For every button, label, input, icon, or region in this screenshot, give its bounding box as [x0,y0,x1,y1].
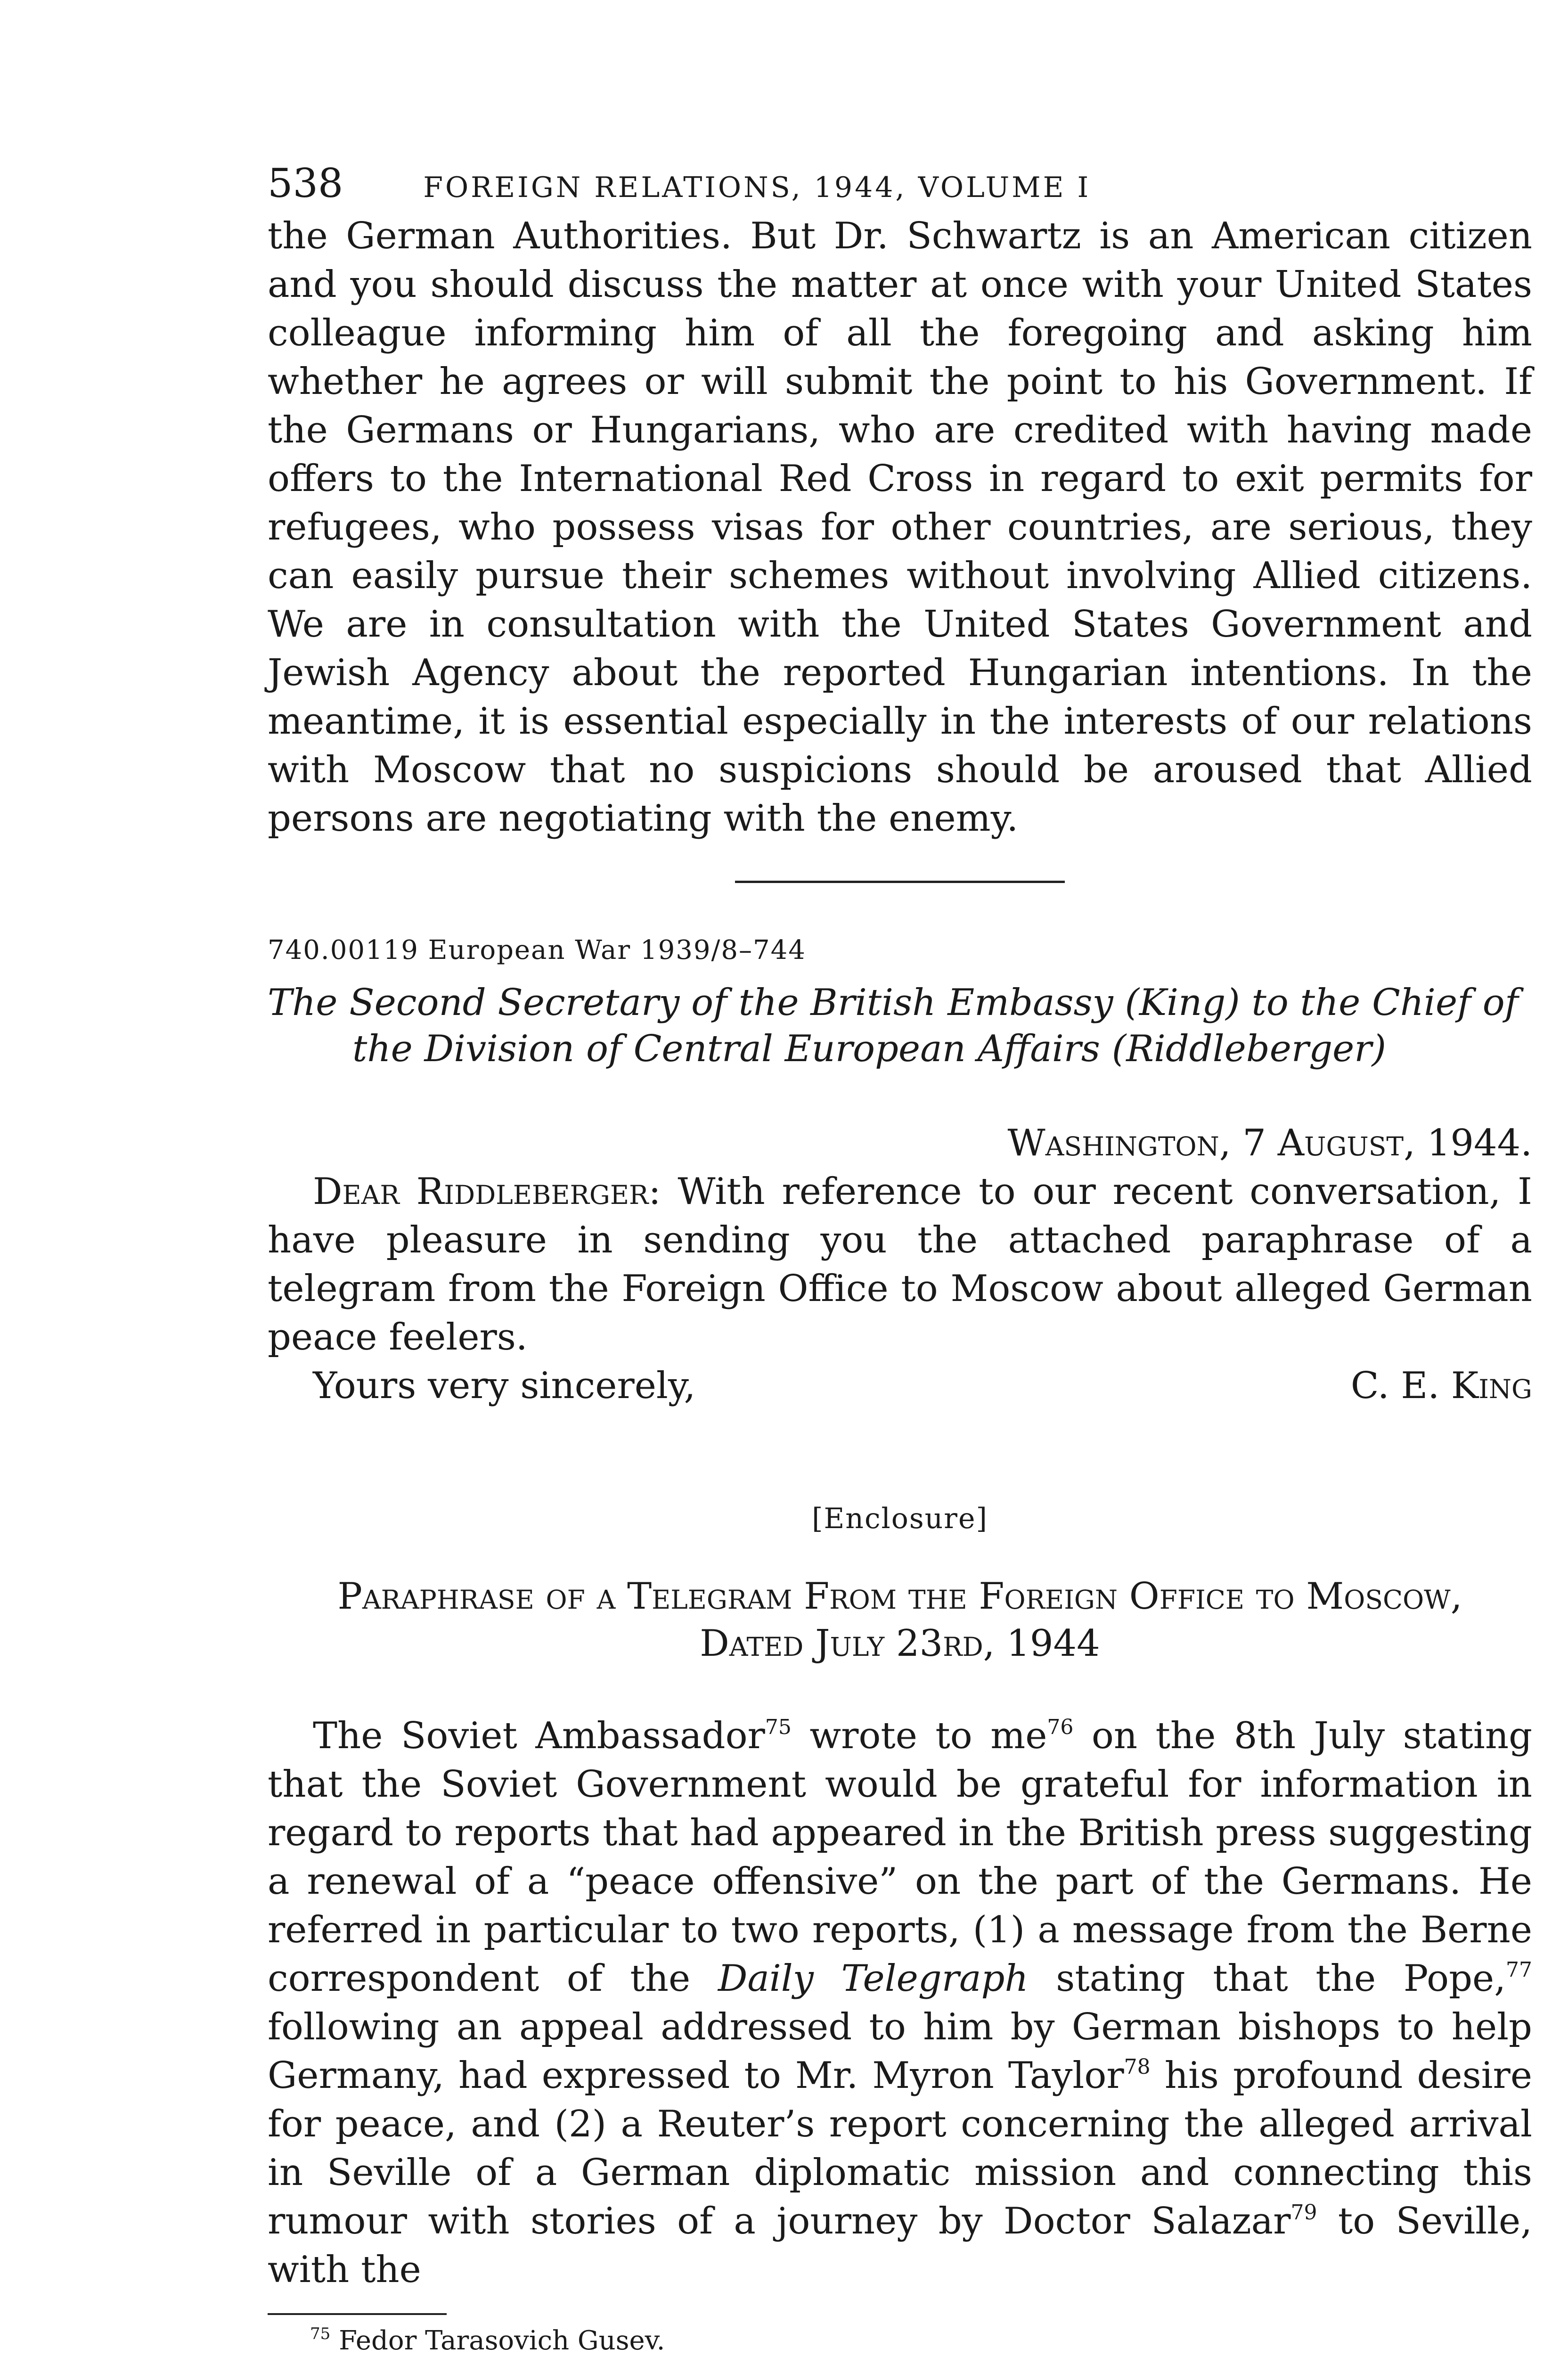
enclosure-text: following an appeal addressed to him by German bishops to help Germany, had expressed to Mr. Myron Taylor [268,2006,1532,2097]
footnote-text: Fedor Tarasovich Gusev. [339,2325,665,2356]
enclosure-text: wrote to me [791,1715,1047,1757]
enclosure-title [268,1573,1532,1667]
footnote-ref: 75 [765,1715,792,1739]
enclosure-label: [Enclosure] [812,1502,988,1535]
enclosure-text: on the 8th July stating that the Soviet Government would be grateful for information in regard to reports that had appeared in the British press suggesting a renewal of a “peace offensive” on the part of the Germans. He referred in particular to two reports, (1) a message from the Berne correspondent of the [268,1715,1533,2000]
letter-body [268,1168,1532,1362]
enclosure-paragraph [268,1712,1532,2294]
newspaper-title: Daily Telegraph [718,1957,1029,2000]
running-head [268,160,1532,212]
continuation-paragraph: the German Authorities. But Dr. Schwartz is an American citizen and you should discuss the matter at once with your United States colleague informing him of all the foregoing and asking him whether he agrees or will submit the point to his Government. If the Germans or Hungarians, who are credited with having made offers to the International Red Cross in regard to exit permits for refugees, who possess visas for other countries, are serious, they can easily pursue their schemes without involving Allied citizens. We are in consultation with the United States Government and Jewish Agency about the reported Hungarian intentions. In the meantime, it is essential especially in the interests of our relations with Moscow that no suspicions should be aroused that Allied persons are negotiating with the enemy. [268,215,1532,840]
page-number: 538 [268,160,343,206]
closing-phrase: Yours very sincerely, [313,1365,696,1407]
file-number: 740.00119 European War 1939/8–744 [268,935,806,965]
document-heading [268,980,1532,1072]
footnote-divider [268,2313,447,2315]
signature: C. E. King [1350,1365,1532,1407]
document-heading-line2: the Division of Central European Affairs (Riddleberger) [352,1028,1387,1070]
footnote-ref: 77 [1506,1958,1533,1982]
footnote [310,2324,1532,2356]
enclosure-text: his profound desire for peace, and (2) a Reuter’s report concerning the alleged arrival in Seville of a German diplomatic mission and connecting this rumour with stories of a journey by Doctor Salazar [268,2054,1533,2242]
section-divider [735,881,1065,883]
enclosure-text: stating that the Pope, [1028,1957,1506,2000]
letter-text: With reference to our recent conversation, I have pleasure in sending you the attached paraphrase of a telegram from the Foreign Office to Moscow about alleged German peace feelers. [268,1170,1532,1358]
document-heading-line1: The Second Secretary of the British Embassy (King) to the Chief of [268,982,1519,1024]
running-title: FOREIGN RELATIONS, 1944, VOLUME I [423,171,1091,204]
salutation: Dear Riddleberger: [313,1170,661,1213]
footnote-number: 75 [310,2324,331,2343]
footnote-ref: 79 [1290,2201,1317,2225]
dateline: Washington, 7 August, 1944. [1007,1122,1532,1164]
footnotes [268,2324,1532,2356]
letter-closing [268,1362,1532,1410]
footnote-ref: 76 [1047,1715,1074,1739]
page [268,160,1532,2356]
enclosure-title-line1: Paraphrase of a Telegram From the Foreign Office to Moscow, [337,1575,1462,1618]
enclosure-text: to Seville, with the [268,2200,1532,2291]
footnote-ref: 78 [1124,2055,1151,2079]
enclosure-title-line2: Dated July 23rd, 1944 [700,1622,1100,1665]
enclosure-text: The Soviet Ambassador [313,1715,765,1757]
